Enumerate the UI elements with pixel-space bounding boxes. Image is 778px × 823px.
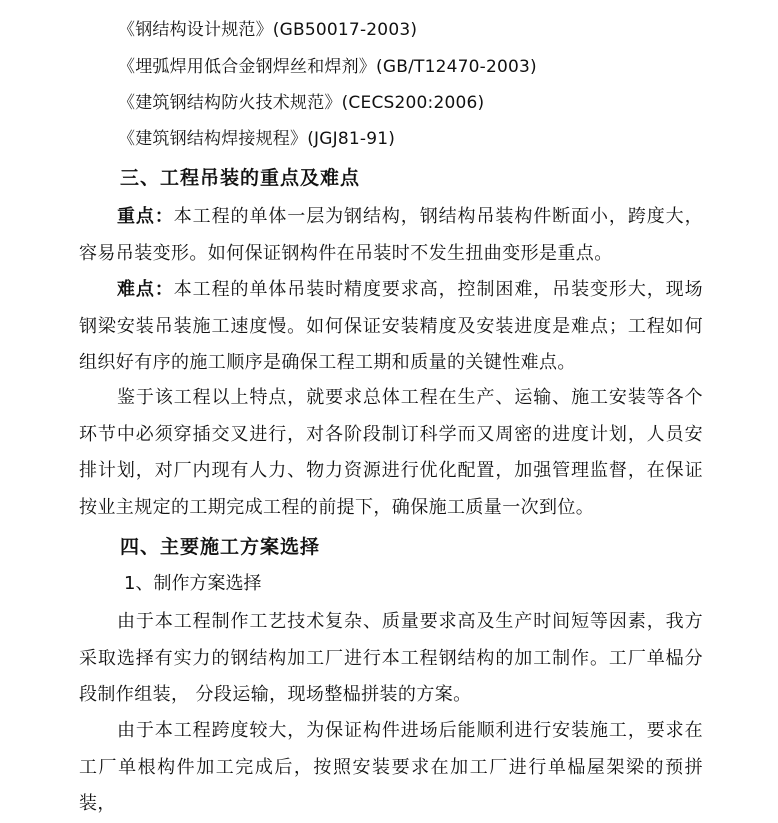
body-paragraph: 由于本工程制作工艺技术复杂、质量要求高及生产时间短等因素，我方采取选择有实力的钢结构加工厂进行本工程钢结构的加工制作。工厂单榀分段制作组装， 分段运输，现场整榀拼装的方案。 xyxy=(79,611,703,705)
reference-item: 《建筑钢结构焊接规程》(JGJ81-91) xyxy=(118,129,396,149)
reference-item: 《建筑钢结构防火技术规范》(CECS200:2006) xyxy=(118,93,485,113)
summary-paragraph: 鉴于该工程以上特点，就要求总体工程在生产、运输、施工安装等各个环节中必须穿插交叉进行，对各阶段制订科学而又周密的进度计划，人员安排计划，对厂内现有人力、物力资源进行优化配置，加强管理监督，在保证按业主规定的工期完成工程的前提下，确保施工质量一次到位。 xyxy=(79,387,703,518)
section-heading: 三、工程吊装的重点及难点 xyxy=(120,167,361,189)
key-point-text: 本工程的单体一层为钢结构，钢结构吊装构件断面小，跨度大，容易吊装变形。如何保证钢构件在吊装时不发生扭曲变形是重点。 xyxy=(79,206,703,264)
reference-item: 《埋弧焊用低合金钢焊丝和焊剂》(GB/T12470-2003) xyxy=(118,57,537,77)
subsection-heading: 1、制作方案选择 xyxy=(124,573,262,594)
key-point-label: 重点： xyxy=(117,206,174,227)
key-point-paragraph xyxy=(79,199,703,272)
difficulty-paragraph xyxy=(79,272,703,382)
section-heading: 四、主要施工方案选择 xyxy=(120,536,321,558)
reference-item: 《钢结构设计规范》(GB50017-2003) xyxy=(118,20,418,40)
body-paragraph: 由于本工程跨度较大，为保证构件进场后能顺利进行安装施工，要求在工厂单根构件加工完成后，按照安装要求在加工厂进行单榀屋架梁的预拼装， xyxy=(79,720,703,814)
difficulty-label: 难点： xyxy=(117,279,174,300)
difficulty-text: 本工程的单体吊装时精度要求高，控制困难，吊装变形大，现场钢梁安装吊装施工速度慢。如何保证安装精度及安装进度是难点；工程如何组织好有序的施工顺序是确保工程工期和质量的关键性难点。 xyxy=(79,279,703,373)
